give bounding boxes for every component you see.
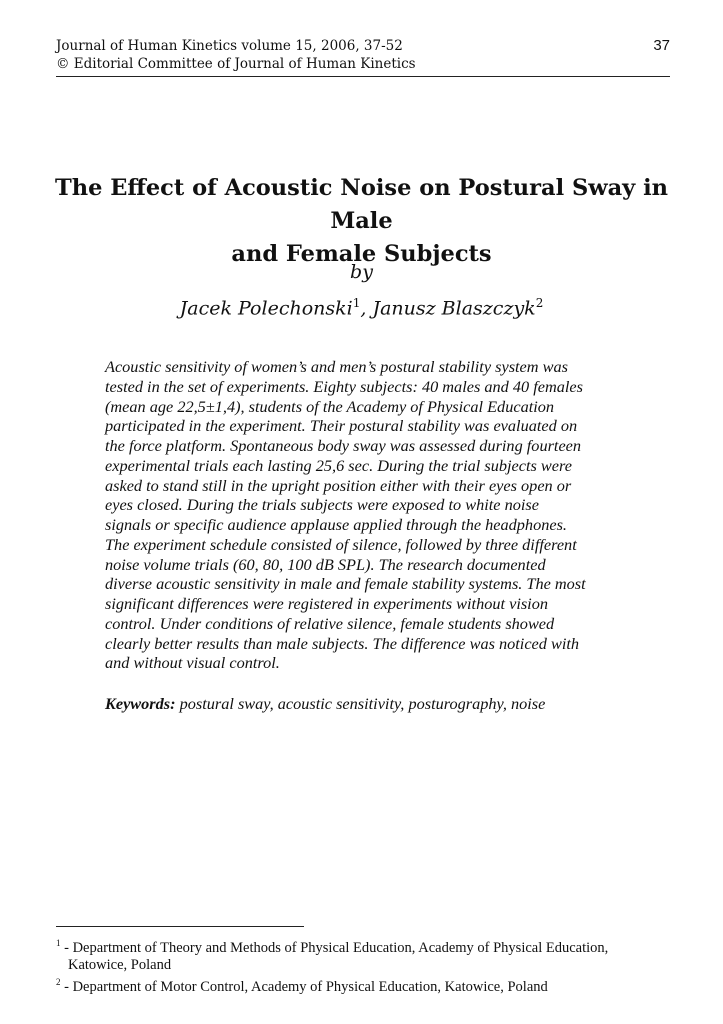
abstract-line: diverse acoustic sensitivity in male and female stability systems. The most — [105, 574, 586, 594]
header-rule — [56, 76, 670, 77]
footnote — [56, 935, 676, 974]
abstract-line: the force platform. Spontaneous body sway was assessed during fourteen — [105, 436, 582, 455]
footnote-marker: 1 — [56, 938, 61, 948]
abstract-line: noise volume trials (60, 80, 100 dB SPL). The research documented — [105, 554, 546, 574]
author-name: Janusz Blaszczyk — [372, 297, 536, 320]
footnote-rule — [56, 926, 304, 927]
footnotes — [56, 935, 676, 996]
page-number: 37 — [653, 37, 670, 54]
footnote-text: - Department of Theory and Methods of Physical Education, Academy of Physical Education, — [60, 939, 609, 956]
abstract — [105, 357, 616, 673]
abstract-line: eyes closed. During the trials subjects were exposed to white noise — [105, 495, 539, 515]
abstract-line: (mean age 22,5±1,4), students of the Academy of Physical Education — [105, 396, 555, 416]
author-list — [0, 290, 723, 321]
title-line-2: and Female Subjects — [231, 241, 492, 267]
byline-by: by — [350, 261, 373, 283]
article-title — [40, 172, 683, 271]
footnote-text-continued: Katowice, Poland — [68, 956, 172, 973]
running-header — [56, 37, 670, 73]
copyright-line: © Editorial Committee of Journal of Human Kinetics — [56, 56, 416, 72]
abstract-line: control. Under conditions of relative silence, female students showed — [105, 613, 555, 633]
keywords-label: Keywords: — [105, 694, 176, 713]
abstract-line: and without visual control. — [105, 653, 280, 673]
abstract-line: Acoustic sensitivity of women’s and men’s postural stability system was — [105, 357, 568, 376]
author-affiliation-marker: 2 — [535, 296, 544, 310]
author-separator: , — [360, 297, 373, 320]
abstract-line: The experiment schedule consisted of silence, followed by three different — [105, 534, 577, 554]
abstract-line: asked to stand still in the upright position either with their eyes open or — [105, 475, 572, 495]
author-affiliation-marker: 1 — [352, 296, 361, 310]
abstract-line: participated in the experiment. Their postural stability was evaluated on — [105, 416, 578, 436]
title-line-1: The Effect of Acoustic Noise on Postural Sway in Male — [55, 175, 668, 234]
author-name: Jacek Polechonski — [179, 297, 353, 320]
keywords-text: postural sway, acoustic sensitivity, posturography, noise — [175, 694, 546, 713]
footnote — [56, 974, 676, 996]
keywords — [105, 694, 625, 714]
abstract-line: experimental trials each lasting 25,6 sec. During the trial subjects were — [105, 455, 572, 475]
abstract-line: signals or specific audience applause applied through the headphones. — [105, 515, 567, 534]
journal-citation: Journal of Human Kinetics volume 15, 2006, 37-52 — [56, 38, 403, 54]
footnote-text: - Department of Motor Control, Academy of Physical Education, Katowice, Poland — [60, 978, 548, 995]
abstract-line: clearly better results than male subjects. The difference was noticed with — [105, 633, 580, 653]
footnote-marker: 2 — [56, 976, 61, 987]
abstract-line: tested in the set of experiments. Eighty subjects: 40 males and 40 females — [105, 376, 583, 396]
abstract-line: significant differences were registered in experiments without vision — [105, 594, 548, 613]
